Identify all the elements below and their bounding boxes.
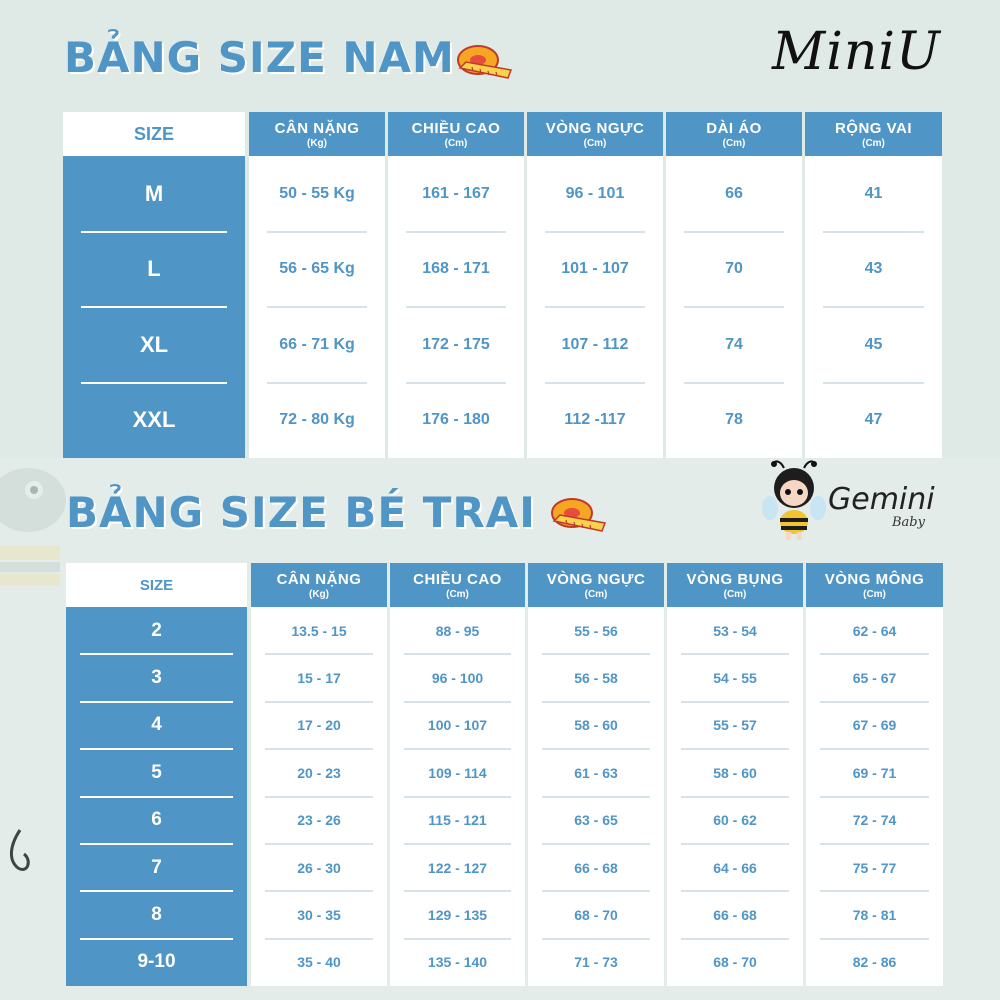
size-label: M (144, 180, 164, 206)
size-column-header: SIZE (63, 112, 245, 156)
table-cell: 13.5 - 15 (291, 622, 347, 639)
column-header (390, 563, 525, 607)
column-header (528, 563, 664, 607)
table-cell: 74 (725, 335, 743, 353)
column-header-unit: (Cm) (722, 137, 746, 149)
miniu-logo: MiniU (772, 22, 941, 82)
gemini-logo-subtext: Baby (892, 515, 925, 530)
table-cell: 112 -117 (564, 411, 626, 429)
table-cell: 70 (725, 260, 743, 278)
size-label: 7 (151, 856, 162, 878)
table-cell: 66 - 68 (574, 859, 618, 876)
table-cell: 23 - 26 (297, 812, 341, 829)
table-cell: 67 - 69 (852, 717, 897, 734)
table-cell: 47 (864, 411, 883, 429)
table-cell: 72 - 80 Kg (279, 411, 355, 429)
table-cell: 135 - 140 (427, 954, 488, 971)
column-header (805, 112, 942, 156)
table-cell: 161 - 167 (422, 184, 490, 202)
table-cell: 82 - 86 (852, 954, 897, 971)
table-cell: 68 - 70 (574, 906, 618, 923)
column-header-label: CÂN NẶNG (274, 119, 360, 137)
table-cell: 63 - 65 (574, 812, 618, 829)
bee-mascot-icon (762, 458, 826, 542)
size-label: 3 (151, 667, 162, 689)
table-cell: 54 - 55 (713, 670, 757, 687)
column-body (390, 607, 525, 986)
table-cell: 168 - 171 (422, 260, 490, 278)
table-cell: 65 - 67 (852, 670, 897, 687)
table-cell: 56 - 65 Kg (279, 260, 355, 278)
column-header-label: VÒNG NGỰC (546, 570, 646, 588)
size-column (63, 156, 245, 458)
table-cell: 50 - 55 Kg (279, 184, 355, 202)
column-header-unit: (Cm) (723, 588, 747, 600)
table-cell: 56 - 58 (574, 670, 618, 687)
table-cell: 88 - 95 (435, 622, 480, 639)
table-cell: 109 - 114 (428, 764, 487, 781)
size-column-header: SIZE (66, 563, 247, 607)
column-header-label: VÒNG NGỰC (545, 119, 645, 137)
table-cell: 176 - 180 (422, 411, 490, 429)
column-header-label: VÒNG BỤNG (686, 570, 784, 588)
column-header-label: CHIỀU CAO (411, 119, 501, 137)
column-header-label: DÀI ÁO (706, 119, 762, 137)
column-body (527, 156, 663, 458)
tape-measure-icon (456, 44, 514, 84)
table-cell: 122 - 127 (427, 859, 488, 876)
table-cell: 69 - 71 (852, 764, 897, 781)
table-cell: 68 - 70 (713, 954, 757, 971)
table-cell: 45 (864, 335, 883, 353)
table-cell: 100 - 107 (427, 717, 488, 734)
table-cell: 78 (725, 411, 743, 429)
column-header-unit: (Cm) (863, 588, 886, 600)
column-header (249, 112, 385, 156)
table-cell: 60 - 62 (713, 812, 757, 829)
size-label: 2 (151, 619, 162, 641)
column-header (667, 563, 803, 607)
column-header (527, 112, 663, 156)
column-header (666, 112, 802, 156)
column-header-unit: (Cm) (583, 137, 607, 149)
table-cell: 66 (725, 184, 743, 202)
table-cell: 101 - 107 (561, 260, 629, 278)
table-cell: 26 - 30 (297, 859, 341, 876)
boys-size-title: BẢNG SIZE BÉ TRAI (66, 488, 536, 537)
column-header-label: CHIỀU CAO (413, 570, 502, 588)
column-header-label: RỘNG VAI (834, 119, 913, 137)
table-cell: 62 - 64 (852, 622, 897, 639)
table-cell: 75 - 77 (852, 859, 897, 876)
size-label: 6 (151, 809, 162, 831)
column-header-unit: (Cm) (584, 588, 608, 600)
size-label: 5 (151, 761, 162, 783)
column-header (806, 563, 943, 607)
table-cell: 55 - 56 (574, 622, 618, 639)
table-cell: 64 - 66 (713, 859, 757, 876)
decorative-bee-icon (0, 460, 70, 640)
column-body (249, 156, 385, 458)
size-label: 8 (151, 903, 162, 925)
table-cell: 35 - 40 (297, 954, 341, 971)
column-header-unit: (Cm) (444, 137, 468, 149)
table-cell: 66 - 71 Kg (279, 335, 355, 353)
table-cell: 172 - 175 (422, 335, 490, 353)
column-header-unit: (Cm) (446, 588, 469, 600)
table-cell: 58 - 60 (713, 764, 757, 781)
table-cell: 71 - 73 (574, 954, 618, 971)
column-header (251, 563, 387, 607)
size-label: 4 (151, 714, 162, 736)
tape-measure-icon (550, 497, 608, 537)
table-cell: 41 (864, 184, 883, 202)
table-cell: 78 - 81 (852, 906, 897, 923)
column-header-unit: (Kg) (307, 137, 327, 149)
table-cell: 72 - 74 (852, 812, 897, 829)
column-header-label: VÒNG MÔNG (824, 570, 925, 588)
table-cell: 66 - 68 (713, 906, 757, 923)
table-cell: 55 - 57 (713, 717, 757, 734)
column-body (388, 156, 524, 458)
table-cell: 115 - 121 (428, 812, 487, 829)
table-cell: 61 - 63 (574, 764, 618, 781)
column-body (251, 607, 387, 986)
size-column (66, 607, 247, 986)
table-cell: 58 - 60 (574, 717, 618, 734)
column-header-unit: (Cm) (862, 137, 885, 149)
table-cell: 53 - 54 (713, 622, 757, 639)
column-header-label: CÂN NẶNG (276, 570, 362, 588)
table-cell: 30 - 35 (297, 906, 341, 923)
decorative-hand-icon (2, 820, 42, 880)
column-body (528, 607, 664, 986)
column-body (666, 156, 802, 458)
table-cell: 15 - 17 (297, 670, 341, 687)
table-cell: 43 (864, 260, 883, 278)
column-body (805, 156, 942, 458)
table-cell: 96 - 100 (431, 670, 484, 687)
size-label: XL (139, 331, 169, 357)
column-body (806, 607, 943, 986)
column-body (667, 607, 803, 986)
column-header (388, 112, 524, 156)
table-cell: 129 - 135 (427, 906, 488, 923)
table-cell: 107 - 112 (561, 335, 629, 353)
column-header-unit: (Kg) (309, 588, 329, 600)
men-size-title: BẢNG SIZE NAM (64, 33, 455, 82)
table-cell: 17 - 20 (297, 717, 341, 734)
size-label: XXL (132, 407, 176, 433)
table-cell: 96 - 101 (565, 184, 625, 202)
gemini-logo-text: Gemini (828, 482, 935, 517)
table-cell: 20 - 23 (297, 764, 341, 781)
size-label: 9-10 (137, 951, 176, 973)
size-label: L (147, 256, 161, 282)
